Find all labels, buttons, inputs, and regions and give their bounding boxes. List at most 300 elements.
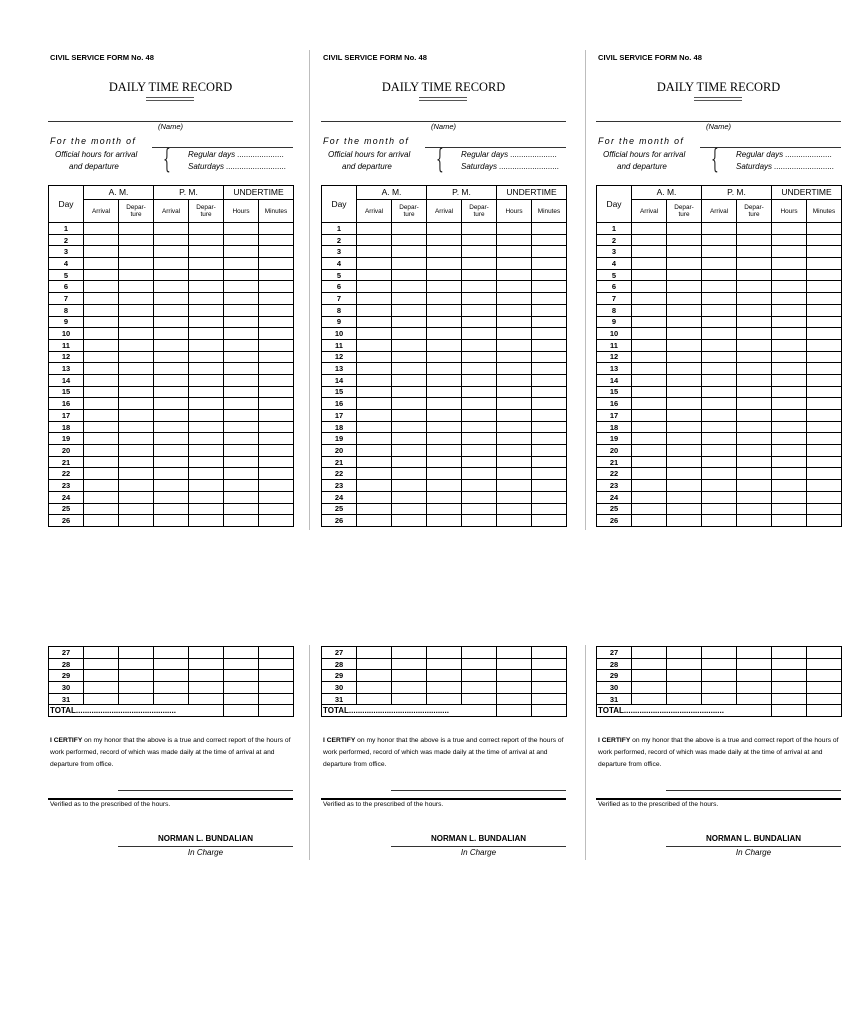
time-entry-cell[interactable] [259,421,294,433]
time-entry-cell[interactable] [807,670,842,682]
time-entry-cell[interactable] [532,398,567,410]
time-entry-cell[interactable] [462,433,497,445]
time-entry-cell[interactable] [737,316,772,328]
time-entry-cell[interactable] [392,316,427,328]
time-entry-cell[interactable] [532,374,567,386]
time-entry-cell[interactable] [772,281,807,293]
time-entry-cell[interactable] [84,398,119,410]
time-entry-cell[interactable] [259,234,294,246]
time-entry-cell[interactable] [702,304,737,316]
time-entry-cell[interactable] [807,410,842,422]
time-entry-cell[interactable] [462,421,497,433]
time-entry-cell[interactable] [154,670,189,682]
time-entry-cell[interactable] [532,258,567,270]
time-entry-cell[interactable] [497,670,532,682]
time-entry-cell[interactable] [392,258,427,270]
time-entry-cell[interactable] [84,316,119,328]
time-entry-cell[interactable] [154,491,189,503]
time-entry-cell[interactable] [224,339,259,351]
time-entry-cell[interactable] [772,246,807,258]
time-entry-cell[interactable] [189,269,224,281]
time-entry-cell[interactable] [357,269,392,281]
time-entry-cell[interactable] [737,410,772,422]
time-entry-cell[interactable] [497,281,532,293]
time-entry-cell[interactable] [392,445,427,457]
time-entry-cell[interactable] [154,258,189,270]
time-entry-cell[interactable] [392,647,427,659]
time-entry-cell[interactable] [357,515,392,527]
time-entry-cell[interactable] [259,269,294,281]
time-entry-cell[interactable] [189,433,224,445]
time-entry-cell[interactable] [427,234,462,246]
time-entry-cell[interactable] [427,410,462,422]
time-entry-cell[interactable] [427,293,462,305]
time-entry-cell[interactable] [632,246,667,258]
time-entry-cell[interactable] [807,491,842,503]
time-entry-cell[interactable] [357,339,392,351]
time-entry-cell[interactable] [224,456,259,468]
total-hours-cell[interactable] [497,705,532,717]
time-entry-cell[interactable] [532,433,567,445]
time-entry-cell[interactable] [427,491,462,503]
time-entry-cell[interactable] [737,491,772,503]
month-line[interactable] [425,147,566,148]
time-entry-cell[interactable] [532,246,567,258]
time-entry-cell[interactable] [737,480,772,492]
time-entry-cell[interactable] [392,328,427,340]
time-entry-cell[interactable] [224,386,259,398]
time-entry-cell[interactable] [224,398,259,410]
time-entry-cell[interactable] [702,339,737,351]
time-entry-cell[interactable] [84,374,119,386]
time-entry-cell[interactable] [807,515,842,527]
time-entry-cell[interactable] [772,293,807,305]
time-entry-cell[interactable] [702,682,737,694]
time-entry-cell[interactable] [532,304,567,316]
time-entry-cell[interactable] [189,223,224,235]
time-entry-cell[interactable] [497,468,532,480]
time-entry-cell[interactable] [224,468,259,480]
time-entry-cell[interactable] [392,386,427,398]
time-entry-cell[interactable] [154,456,189,468]
time-entry-cell[interactable] [497,503,532,515]
time-entry-cell[interactable] [462,339,497,351]
time-entry-cell[interactable] [119,339,154,351]
time-entry-cell[interactable] [497,491,532,503]
time-entry-cell[interactable] [392,503,427,515]
time-entry-cell[interactable] [84,421,119,433]
time-entry-cell[interactable] [532,223,567,235]
time-entry-cell[interactable] [189,658,224,670]
time-entry-cell[interactable] [807,223,842,235]
time-entry-cell[interactable] [532,293,567,305]
employee-signature-line[interactable] [391,790,566,791]
time-entry-cell[interactable] [532,269,567,281]
time-entry-cell[interactable] [427,515,462,527]
time-entry-cell[interactable] [462,480,497,492]
time-entry-cell[interactable] [497,328,532,340]
time-entry-cell[interactable] [462,316,497,328]
time-entry-cell[interactable] [84,269,119,281]
time-entry-cell[interactable] [632,480,667,492]
time-entry-cell[interactable] [667,468,702,480]
time-entry-cell[interactable] [189,410,224,422]
time-entry-cell[interactable] [462,269,497,281]
time-entry-cell[interactable] [737,647,772,659]
time-entry-cell[interactable] [737,398,772,410]
time-entry-cell[interactable] [189,246,224,258]
time-entry-cell[interactable] [154,398,189,410]
time-entry-cell[interactable] [119,682,154,694]
time-entry-cell[interactable] [224,503,259,515]
time-entry-cell[interactable] [84,468,119,480]
time-entry-cell[interactable] [224,293,259,305]
time-entry-cell[interactable] [462,258,497,270]
time-entry-cell[interactable] [357,223,392,235]
time-entry-cell[interactable] [84,445,119,457]
time-entry-cell[interactable] [154,433,189,445]
time-entry-cell[interactable] [119,246,154,258]
time-entry-cell[interactable] [462,682,497,694]
time-entry-cell[interactable] [154,304,189,316]
time-entry-cell[interactable] [119,351,154,363]
time-entry-cell[interactable] [497,234,532,246]
time-entry-cell[interactable] [224,281,259,293]
time-entry-cell[interactable] [427,246,462,258]
time-entry-cell[interactable] [807,316,842,328]
time-entry-cell[interactable] [357,363,392,375]
time-entry-cell[interactable] [667,293,702,305]
time-entry-cell[interactable] [259,328,294,340]
time-entry-cell[interactable] [224,223,259,235]
time-entry-cell[interactable] [702,374,737,386]
time-entry-cell[interactable] [84,223,119,235]
time-entry-cell[interactable] [667,374,702,386]
time-entry-cell[interactable] [189,281,224,293]
time-entry-cell[interactable] [224,269,259,281]
time-entry-cell[interactable] [119,515,154,527]
time-entry-cell[interactable] [119,503,154,515]
time-entry-cell[interactable] [154,223,189,235]
time-entry-cell[interactable] [189,480,224,492]
time-entry-cell[interactable] [807,421,842,433]
time-entry-cell[interactable] [189,293,224,305]
time-entry-cell[interactable] [119,386,154,398]
time-entry-cell[interactable] [427,693,462,705]
time-entry-cell[interactable] [154,269,189,281]
time-entry-cell[interactable] [702,328,737,340]
time-entry-cell[interactable] [807,503,842,515]
time-entry-cell[interactable] [154,328,189,340]
time-entry-cell[interactable] [632,433,667,445]
time-entry-cell[interactable] [772,515,807,527]
time-entry-cell[interactable] [189,328,224,340]
time-entry-cell[interactable] [462,374,497,386]
time-entry-cell[interactable] [357,304,392,316]
time-entry-cell[interactable] [667,258,702,270]
time-entry-cell[interactable] [154,693,189,705]
time-entry-cell[interactable] [632,445,667,457]
time-entry-cell[interactable] [667,386,702,398]
incharge-signature-line[interactable] [118,846,293,847]
time-entry-cell[interactable] [259,304,294,316]
time-entry-cell[interactable] [259,223,294,235]
time-entry-cell[interactable] [357,246,392,258]
time-entry-cell[interactable] [224,351,259,363]
time-entry-cell[interactable] [84,491,119,503]
time-entry-cell[interactable] [84,456,119,468]
time-entry-cell[interactable] [497,258,532,270]
time-entry-cell[interactable] [427,670,462,682]
time-entry-cell[interactable] [357,503,392,515]
time-entry-cell[interactable] [807,398,842,410]
time-entry-cell[interactable] [357,316,392,328]
time-entry-cell[interactable] [737,468,772,480]
time-entry-cell[interactable] [392,515,427,527]
time-entry-cell[interactable] [119,456,154,468]
time-entry-cell[interactable] [772,693,807,705]
time-entry-cell[interactable] [667,223,702,235]
time-entry-cell[interactable] [462,670,497,682]
time-entry-cell[interactable] [497,246,532,258]
time-entry-cell[interactable] [532,647,567,659]
time-entry-cell[interactable] [427,339,462,351]
time-entry-cell[interactable] [772,670,807,682]
time-entry-cell[interactable] [667,246,702,258]
time-entry-cell[interactable] [259,491,294,503]
time-entry-cell[interactable] [667,491,702,503]
time-entry-cell[interactable] [259,515,294,527]
time-entry-cell[interactable] [772,421,807,433]
time-entry-cell[interactable] [737,363,772,375]
time-entry-cell[interactable] [154,339,189,351]
time-entry-cell[interactable] [772,445,807,457]
time-entry-cell[interactable] [189,339,224,351]
time-entry-cell[interactable] [84,234,119,246]
time-entry-cell[interactable] [119,258,154,270]
time-entry-cell[interactable] [462,398,497,410]
time-entry-cell[interactable] [462,468,497,480]
time-entry-cell[interactable] [84,386,119,398]
time-entry-cell[interactable] [702,398,737,410]
time-entry-cell[interactable] [702,491,737,503]
time-entry-cell[interactable] [119,293,154,305]
time-entry-cell[interactable] [737,421,772,433]
time-entry-cell[interactable] [224,363,259,375]
time-entry-cell[interactable] [462,351,497,363]
time-entry-cell[interactable] [462,515,497,527]
time-entry-cell[interactable] [119,363,154,375]
time-entry-cell[interactable] [807,682,842,694]
time-entry-cell[interactable] [154,316,189,328]
time-entry-cell[interactable] [427,374,462,386]
time-entry-cell[interactable] [84,258,119,270]
time-entry-cell[interactable] [224,410,259,422]
total-minutes-cell[interactable] [807,705,842,717]
time-entry-cell[interactable] [632,363,667,375]
time-entry-cell[interactable] [462,647,497,659]
time-entry-cell[interactable] [497,374,532,386]
time-entry-cell[interactable] [462,281,497,293]
time-entry-cell[interactable] [807,456,842,468]
time-entry-cell[interactable] [84,515,119,527]
time-entry-cell[interactable] [224,234,259,246]
time-entry-cell[interactable] [497,647,532,659]
time-entry-cell[interactable] [737,670,772,682]
time-entry-cell[interactable] [497,433,532,445]
time-entry-cell[interactable] [772,363,807,375]
time-entry-cell[interactable] [392,363,427,375]
time-entry-cell[interactable] [154,293,189,305]
time-entry-cell[interactable] [84,293,119,305]
time-entry-cell[interactable] [119,670,154,682]
time-entry-cell[interactable] [532,503,567,515]
time-entry-cell[interactable] [807,433,842,445]
time-entry-cell[interactable] [632,515,667,527]
time-entry-cell[interactable] [737,223,772,235]
time-entry-cell[interactable] [259,246,294,258]
time-entry-cell[interactable] [392,281,427,293]
time-entry-cell[interactable] [259,445,294,457]
time-entry-cell[interactable] [224,258,259,270]
time-entry-cell[interactable] [497,304,532,316]
time-entry-cell[interactable] [259,480,294,492]
time-entry-cell[interactable] [532,351,567,363]
time-entry-cell[interactable] [532,445,567,457]
time-entry-cell[interactable] [807,693,842,705]
time-entry-cell[interactable] [667,480,702,492]
time-entry-cell[interactable] [119,374,154,386]
time-entry-cell[interactable] [392,456,427,468]
time-entry-cell[interactable] [772,410,807,422]
time-entry-cell[interactable] [119,304,154,316]
time-entry-cell[interactable] [392,246,427,258]
time-entry-cell[interactable] [772,386,807,398]
time-entry-cell[interactable] [807,468,842,480]
time-entry-cell[interactable] [532,386,567,398]
time-entry-cell[interactable] [154,515,189,527]
time-entry-cell[interactable] [357,281,392,293]
time-entry-cell[interactable] [357,658,392,670]
time-entry-cell[interactable] [772,682,807,694]
time-entry-cell[interactable] [392,351,427,363]
time-entry-cell[interactable] [392,269,427,281]
time-entry-cell[interactable] [532,468,567,480]
time-entry-cell[interactable] [189,316,224,328]
time-entry-cell[interactable] [532,421,567,433]
time-entry-cell[interactable] [427,304,462,316]
time-entry-cell[interactable] [497,515,532,527]
time-entry-cell[interactable] [532,456,567,468]
time-entry-cell[interactable] [772,328,807,340]
time-entry-cell[interactable] [497,398,532,410]
time-entry-cell[interactable] [702,670,737,682]
time-entry-cell[interactable] [259,468,294,480]
time-entry-cell[interactable] [189,670,224,682]
time-entry-cell[interactable] [84,480,119,492]
time-entry-cell[interactable] [84,682,119,694]
time-entry-cell[interactable] [84,647,119,659]
total-minutes-cell[interactable] [259,705,294,717]
time-entry-cell[interactable] [702,223,737,235]
month-line[interactable] [152,147,293,148]
time-entry-cell[interactable] [702,386,737,398]
time-entry-cell[interactable] [772,269,807,281]
time-entry-cell[interactable] [357,386,392,398]
time-entry-cell[interactable] [357,670,392,682]
time-entry-cell[interactable] [632,491,667,503]
time-entry-cell[interactable] [667,281,702,293]
time-entry-cell[interactable] [427,351,462,363]
time-entry-cell[interactable] [772,456,807,468]
time-entry-cell[interactable] [702,410,737,422]
time-entry-cell[interactable] [357,234,392,246]
time-entry-cell[interactable] [119,421,154,433]
time-entry-cell[interactable] [667,363,702,375]
time-entry-cell[interactable] [632,223,667,235]
time-entry-cell[interactable] [702,480,737,492]
time-entry-cell[interactable] [119,281,154,293]
time-entry-cell[interactable] [632,386,667,398]
time-entry-cell[interactable] [357,647,392,659]
time-entry-cell[interactable] [702,468,737,480]
time-entry-cell[interactable] [357,293,392,305]
time-entry-cell[interactable] [119,445,154,457]
time-entry-cell[interactable] [632,693,667,705]
time-entry-cell[interactable] [189,351,224,363]
time-entry-cell[interactable] [807,658,842,670]
time-entry-cell[interactable] [737,351,772,363]
time-entry-cell[interactable] [632,670,667,682]
time-entry-cell[interactable] [807,445,842,457]
time-entry-cell[interactable] [259,456,294,468]
time-entry-cell[interactable] [632,258,667,270]
time-entry-cell[interactable] [737,433,772,445]
time-entry-cell[interactable] [84,281,119,293]
time-entry-cell[interactable] [532,670,567,682]
time-entry-cell[interactable] [84,304,119,316]
time-entry-cell[interactable] [224,374,259,386]
time-entry-cell[interactable] [497,456,532,468]
time-entry-cell[interactable] [224,445,259,457]
time-entry-cell[interactable] [259,410,294,422]
time-entry-cell[interactable] [702,258,737,270]
time-entry-cell[interactable] [632,410,667,422]
time-entry-cell[interactable] [259,281,294,293]
time-entry-cell[interactable] [357,480,392,492]
employee-signature-line[interactable] [118,790,293,791]
time-entry-cell[interactable] [189,304,224,316]
time-entry-cell[interactable] [807,269,842,281]
time-entry-cell[interactable] [532,515,567,527]
time-entry-cell[interactable] [667,433,702,445]
time-entry-cell[interactable] [737,293,772,305]
time-entry-cell[interactable] [154,246,189,258]
time-entry-cell[interactable] [427,269,462,281]
time-entry-cell[interactable] [259,316,294,328]
time-entry-cell[interactable] [462,328,497,340]
time-entry-cell[interactable] [427,386,462,398]
time-entry-cell[interactable] [702,351,737,363]
time-entry-cell[interactable] [259,398,294,410]
time-entry-cell[interactable] [807,304,842,316]
time-entry-cell[interactable] [702,269,737,281]
time-entry-cell[interactable] [632,647,667,659]
time-entry-cell[interactable] [189,398,224,410]
time-entry-cell[interactable] [462,223,497,235]
time-entry-cell[interactable] [392,410,427,422]
time-entry-cell[interactable] [119,647,154,659]
